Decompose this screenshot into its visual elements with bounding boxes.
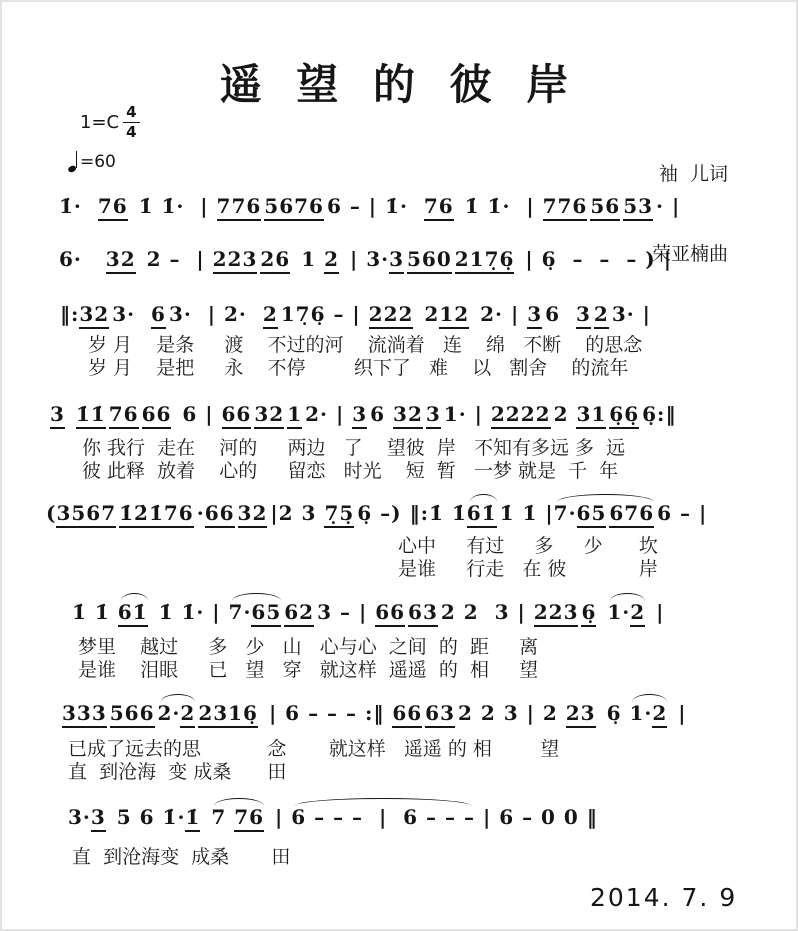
- date: 2014. 7. 9: [590, 883, 738, 912]
- notation-line-2: 6· 32 2 – | 223 26 1 2 | 3·3 560 217̣6̣ | 6̣ – – – ) |: [59, 247, 672, 271]
- song-title: 遥 望 的 彼 岸: [219, 60, 579, 109]
- lyrics-line-7b: 直 到沧海 变 成桑 田: [68, 761, 287, 783]
- lyrics-line-5b: 是谁 行走 在 彼 岸: [398, 558, 658, 580]
- meter-denominator: 4: [126, 123, 137, 141]
- lyricist-credit: 袖 儿词: [658, 163, 728, 186]
- lyrics-line-6b: 是谁 泪眼 已 望 穿 就这样 遥遥 的 相 望: [78, 659, 539, 681]
- notation-line-1: 1̇· 76 1̇ 1̇· | 776 5676 6 – | 1̇· 76 1̇ 1̇· | 776 56 53 · |: [59, 194, 680, 218]
- notation-line-7: 333 566 2·2 2316̣ | 6 – – – :‖ 66 63 2 2 3 | 2 23 6̣ 1·2 |: [62, 701, 687, 725]
- lyrics-line-8a: 直 到沧海变 成桑 田: [72, 846, 291, 868]
- lyrics-line-3a: 岁 月 是条 渡 不过的河 流淌着 连 绵 不断 的思念: [88, 334, 643, 356]
- lyrics-line-4a: 你 我行 走在 河的 两边 了 望彼 岸 不知有多远 多 远: [82, 437, 626, 459]
- tempo-marking: [68, 151, 116, 172]
- notation-line-8: 3·3 5 6 1̇·1̇ 7 76 | 6 – – – | 6 – – – | 6 – 0 0 ‖: [68, 805, 598, 829]
- lyrics-line-5a: 心中 有过 多 少 坎: [398, 535, 658, 557]
- notation-line-6: 1̇ 1̇ 61̇ 1̇ 1̇· | 7·65 62 3 – | 66 63 2 2 3 | 223 6̣ 1·2 |: [72, 600, 664, 624]
- composer-credit: 荣亚楠曲: [651, 242, 728, 265]
- time-signature: [123, 105, 139, 140]
- lyrics-line-7a: 已成了远去的思 念 就这样 遥遥 的 相 望: [68, 738, 560, 760]
- key-signature: [80, 105, 140, 140]
- lyrics-line-4b: 彼 此释 放着 心的 留恋 时光 短 暂 一梦 就是 千 年: [82, 460, 619, 482]
- key-label: 1=C: [80, 112, 120, 133]
- tempo-value: =60: [80, 151, 116, 172]
- meter-numerator: 4: [123, 105, 139, 123]
- quarter-note-icon: [68, 151, 79, 172]
- notation-line-4: 3 1̇1̇ 76 66 6 | 66 32 1 2· | 3 6 32 3 1· | 2222 2 31 6̣6̣ 6̣:‖: [50, 402, 676, 426]
- lyrics-line-3b: 岁 月 是把 永 不停 织下了 难 以 割舍 的流年: [88, 357, 629, 379]
- notation-line-3: ‖:32 3· 6 3· | 2· 2 17̣6̣ – | 222 212 2· | 3 6 3 2 3· |: [60, 302, 651, 326]
- notation-line-5: (3567 1̇2̇1̇76 ·66 32 |2 3 7̣5̣ 6̣ –) ‖:1̇ 1̇61̇ 1̇ 1̇ |7·65 676 6 – |: [46, 501, 707, 525]
- lyrics-line-6a: 梦里 越过 多 少 山 心与心 之间 的 距 离: [78, 636, 539, 658]
